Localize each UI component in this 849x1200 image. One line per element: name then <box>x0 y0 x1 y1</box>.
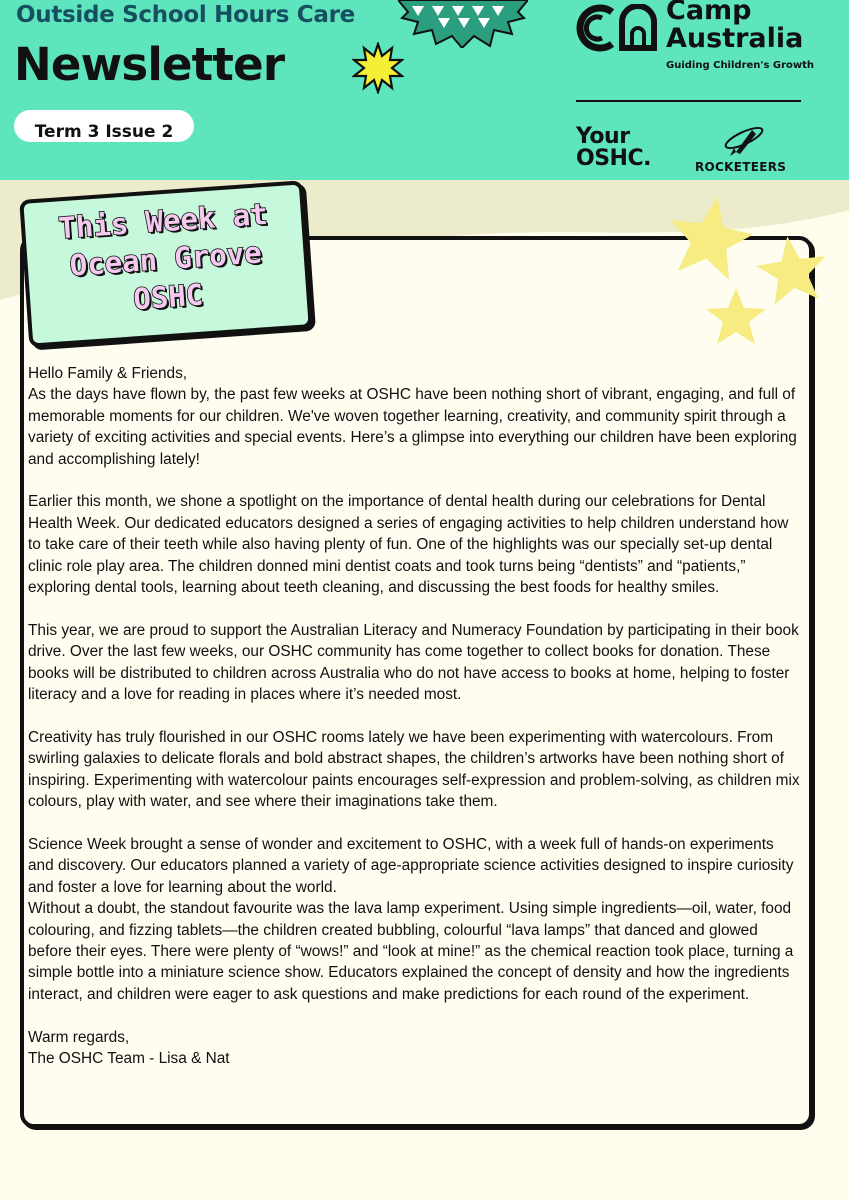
rocketeers-logo: ROCKETEERS <box>695 160 787 174</box>
camp-australia-logo-icon <box>572 4 662 52</box>
paragraph-intro: As the days have flown by, the past few weeks at OSHC have been nothing short of vibrant, engaging, and full of memorable moments for our children. We've woven together learning, creativity, and community spirit through a variety of exciting activities and special events. Here’s a glimpse into everything our children have been exploring and accomplishing lately! <box>28 386 797 468</box>
header-subtitle: Outside School Hours Care <box>16 2 355 28</box>
brand-tagline: Guiding Children's Growth <box>666 60 815 71</box>
paragraph-dental-health: Earlier this month, we shone a spotlight on the importance of dental health during our celebrations for Dental Health Week. Our dedicated educators designed a series of engaging activities to help children understand how to take care of their teeth while also having plenty of fun. One of the highlights was our specially set-up dental clinic role play area. The children donned mini dentist coats and took turns being “dentists” and “patients,” exploring dental tools, learning about teeth cleaning, and discussing the best foods for healthy smiles. <box>28 493 789 597</box>
this-week-heading <box>24 193 307 326</box>
brand-name <box>666 0 803 53</box>
your-oshc-logo <box>576 126 651 170</box>
newsletter-header <box>0 0 849 183</box>
paragraph-book-drive: This year, we are proud to support the Australian Literacy and Numeracy Foundation by participating in their book drive. Over the last few weeks, our OSHC community has come together to collect books for donation. These books will be distributed to children across Australia who do not have access to books at home, helping to foster literacy and a love for reading in places where it’s needed most. <box>28 621 799 704</box>
paragraph-watercolours: Creativity has truly flourished in our OSHC rooms lately we have been experimenting with watercolours. From swirling galaxies to delicate florals and bold abstract shapes, the children’s artworks have been nothing short of inspiring. Experimenting with watercolour paints encourages self-expression and problem-solving, as children mix colours, play with water, and see where their imaginations take them. <box>28 728 800 811</box>
this-week-heading-line3: OSHC <box>132 277 205 317</box>
brand-name-line2: Australia <box>666 23 804 54</box>
signoff: Warm regards, <box>28 1028 130 1046</box>
issue-label: Term 3 Issue 2 <box>34 122 174 142</box>
rocket-icon <box>722 124 766 158</box>
issue-badge <box>14 110 194 142</box>
page-title: Newsletter <box>14 38 285 91</box>
newsletter-body <box>28 363 803 1069</box>
header-divider <box>576 100 801 102</box>
signature: The OSHC Team - Lisa & Nat <box>28 1049 230 1067</box>
this-week-heading-line2: Ocean Grove <box>68 235 263 283</box>
this-week-heading-line1: This Week at <box>57 196 269 246</box>
sun-burst-icon <box>352 42 404 94</box>
brand-name-line1: Camp <box>666 0 752 26</box>
paragraph-science-week: Science Week brought a sense of wonder and excitement to OSHC, with a week full of hands-on experiments and discovery. Our educators planned a variety of age-appropriate science activities designed to inspire curiosity and foster a love for learning about the world. <box>28 835 794 896</box>
your-oshc-line2: OSHC. <box>576 146 651 171</box>
your-oshc-line1: Your <box>576 124 630 149</box>
greeting: Hello Family & Friends, <box>28 365 188 382</box>
stars-decoration-icon <box>660 190 840 355</box>
this-week-tag <box>19 180 313 347</box>
zigzag-burst-icon <box>398 0 528 48</box>
paragraph-lava-lamp: Without a doubt, the standout favourite was the lava lamp experiment. Using simple ingredients—oil, water, food colouring, and fizzing tablets—the children created bubbling, colourful “lava lamps” that danced and glowed before their eyes. There were plenty of “wows!” and “look at mine!” as the chemical reaction took place, turning a simple bottle into a miniature science show. Educators explained the concept of density and how the ingredients interact, and children were eager to ask questions and make predictions for each round of the experiment. <box>28 900 794 1003</box>
